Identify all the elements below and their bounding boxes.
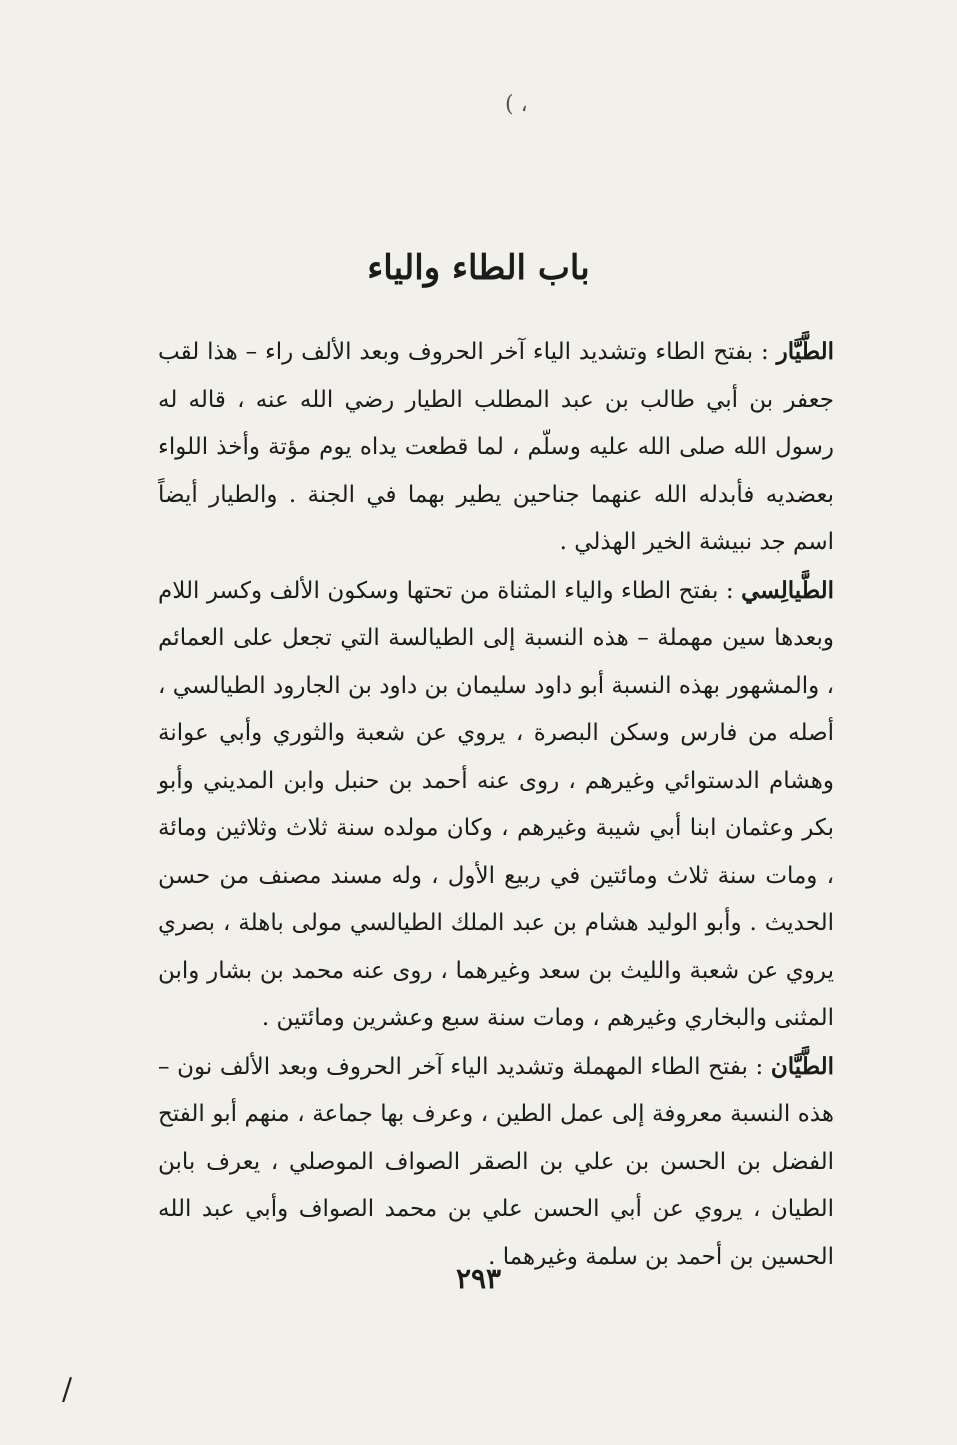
entry-term: الطَّيَّان [770, 1052, 834, 1080]
entry-tayyan [158, 1043, 834, 1282]
page-number: ٢٩٣ [455, 1262, 502, 1295]
chapter-heading: باب الطاء والياء [367, 248, 590, 288]
entry-tayyar [158, 328, 834, 567]
page-body [158, 328, 834, 1281]
entry-term: الطَّيَّار [776, 338, 834, 365]
entry-text: : بفتح الطاء والياء المثناة من تحتها وسكون الألف وكسر اللام وبعدها سين مهملة – هذه النسبة إلى الطيالسة التي تجعل على العمائم ، والمشهور بهذه النسبة أبو داود سليمان بن داود بن الجارود الطيالسي ، أصله من فارس وسكن البصرة ، يروي عن شعبة والثوري وأبي عوانة وهشام الدستوائي وغيرهم ، روى عنه أحمد بن حنبل وابن المديني وأبو بكر وعثمان ابنا أبي شيبة وغيرهم ، وكان مولده سنة ثلاث وثلاثين ومائة ، ومات سنة ثلاث ومائتين في ربيع الأول ، وله مسند مصنف من حسن الحديث . وأبو الوليد هشام بن عبد الملك الطيالسي مولى باهلة ، بصري يروي عن شعبة والليث بن سعد وغيرهما ، روى عنه محمد بن بشار وابن المثنى والبخاري وغيرهم ، ومات سنة سبع وعشرين ومائتين . [158, 577, 834, 1031]
entry-text: : بفتح الطاء المهملة وتشديد الياء آخر الحروف وبعد الألف نون – هذه النسبة معروفة إلى عمل الطين ، وعرف بها جماعة ، منهم أبو الفتح الفضل بن الحسن بن علي بن الصقر الصواف الموصلي ، يعرف بابن الطيان ، يروي عن أبي الحسن علي بن محمد الصواف وأبي عبد الله الحسين بن أحمد بن سلمة وغيرهما . [158, 1053, 834, 1270]
top-stray-mark: ( ، [505, 92, 528, 117]
entry-text: : بفتح الطاء وتشديد الياء آخر الحروف وبعد الألف راء – هذا لقب جعفر بن أبي طالب بن عبد المطلب الطيار رضي الله عنه ، قاله له رسول الله صلى الله عليه وسلّم ، لما قطعت يداه يوم مؤتة وأخذ اللواء بعضديه فأبدله الله عنهما جناحين يطير بهما في الجنة . والطيار أيضاً اسم جد نبيشة الخير الهذلي . [158, 339, 834, 555]
bottom-stray-mark: / [62, 1372, 73, 1407]
entry-tayalisi [158, 567, 834, 1043]
entry-term: الطَّيالِسي [741, 576, 834, 604]
